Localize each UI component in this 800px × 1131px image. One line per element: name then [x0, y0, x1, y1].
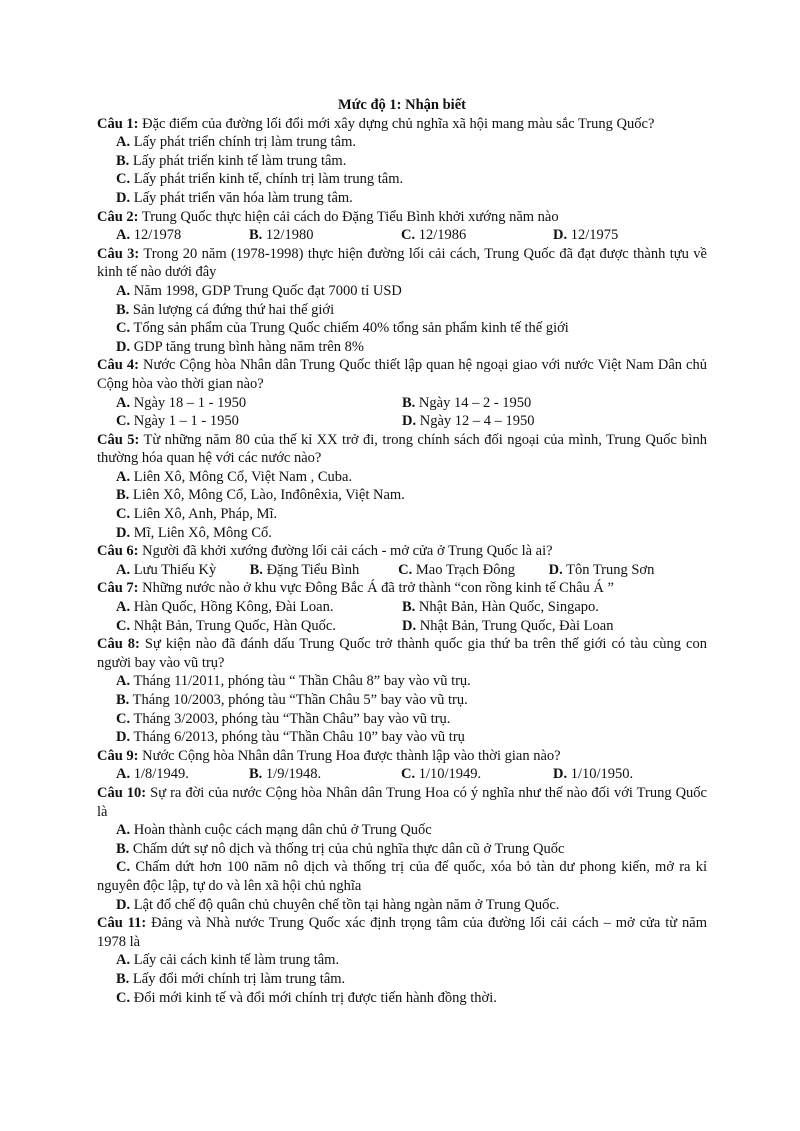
option: A. 1/8/1949.	[116, 766, 189, 783]
option: B. Lấy đổi mới chính trị làm trung tâm.	[116, 970, 346, 987]
options-row	[97, 226, 707, 245]
question-10: Câu 10: Sự ra đời của nước Cộng hòa Nhân dân Trung Hoa có ý nghĩa như thế nào đối với Trung Quốc là	[97, 784, 707, 820]
option: D. Lật đổ chế độ quân chủ chuyên chế tồn tại hàng ngàn năm ở Trung Quốc.	[116, 896, 560, 913]
option: B. Lấy phát triển kinh tế làm trung tâm.	[116, 152, 347, 169]
question-6: Câu 6: Người đã khởi xướng đường lối cải cách - mở cửa ở Trung Quốc là ai?	[97, 543, 553, 560]
option: D. Lấy phát triển văn hóa làm trung tâm.	[116, 189, 353, 206]
option: A. Hàn Quốc, Hồng Kông, Đài Loan.	[116, 599, 334, 616]
option: D. 12/1975	[553, 227, 619, 244]
option: C. Liên Xô, Anh, Pháp, Mĩ.	[116, 506, 278, 523]
option: A. Năm 1998, GDP Trung Quốc đạt 7000 tỉ USD	[116, 282, 402, 299]
option: B. Chấm dứt sự nô dịch và thống trị của chủ nghĩa thực dân cũ ở Trung Quốc	[116, 840, 565, 857]
question-9: Câu 9: Nước Cộng hòa Nhân dân Trung Hoa được thành lập vào thời gian nào?	[97, 747, 561, 764]
question-2: Câu 2: Trung Quốc thực hiện cải cách do Đặng Tiểu Bình khởi xướng năm nào	[97, 208, 559, 225]
option: B. Nhật Bản, Hàn Quốc, Singapo.	[402, 599, 599, 616]
document-page	[97, 96, 707, 1007]
option: D. Tháng 6/2013, phóng tàu “Thần Châu 10” bay vào vũ trụ	[116, 729, 465, 746]
option: C. 12/1986	[401, 227, 467, 244]
question-1: Câu 1: Đặc điểm của đường lối đổi mới xây dựng chủ nghĩa xã hội mang màu sắc Trung Quốc?	[97, 115, 655, 132]
option: C. Chấm dứt hơn 100 năm nô dịch và thống trị của đế quốc, xóa bỏ tàn dư phong kiến, mở ra kỉ nguyên độc lập, tự do và lên xã hội chủ nghĩa	[97, 859, 707, 894]
options-row	[97, 561, 707, 580]
option: B. Liên Xô, Mông Cổ, Lào, Inđônêxia, Việt Nam.	[116, 487, 405, 504]
option: D. 1/10/1950.	[553, 766, 634, 783]
question-3: Câu 3: Trong 20 năm (1978-1998) thực hiện đường lối cải cách, Trung Quốc đã đạt được thành tựu về kinh tế nào dưới đây	[97, 245, 707, 281]
option: D. Tôn Trung Sơn	[548, 561, 655, 578]
option: C. Mao Trạch Đông	[398, 561, 515, 578]
option: B. Đặng Tiểu Bình	[249, 561, 360, 578]
options-row	[97, 598, 707, 617]
section-title: Mức độ 1: Nhận biết	[338, 97, 466, 113]
option: D. GDP tăng trung bình hàng năm trên 8%	[116, 338, 364, 355]
option: C. Tổng sản phẩm của Trung Quốc chiếm 40% tổng sản phẩm kinh tế thế giới	[116, 320, 569, 337]
options-row	[97, 765, 707, 784]
option: D. Mĩ, Liên Xô, Mông Cổ.	[116, 524, 272, 541]
options-row	[97, 412, 707, 431]
option: B. Sản lượng cá đứng thứ hai thế giới	[116, 301, 335, 318]
question-5: Câu 5: Từ những năm 80 của thế kỉ XX trở đi, trong chính sách đối ngoại của mình, Trung Quốc bình thường hóa quan hệ với các nước nào?	[97, 431, 707, 467]
option: B. Tháng 10/2003, phóng tàu “Thần Châu 5” bay vào vũ trụ.	[116, 692, 468, 708]
question-11: Câu 11: Đảng và Nhà nước Trung Quốc xác định trọng tâm của đường lối cải cách – mở cửa từ năm 1978 là	[97, 915, 707, 950]
option: A. Ngày 18 – 1 - 1950	[116, 394, 247, 411]
question-7: Câu 7: Những nước nào ở khu vực Đông Bắc Á đã trở thành “con rồng kinh tế Châu Á ”	[97, 580, 614, 597]
option: D. Ngày 12 – 4 – 1950	[402, 413, 535, 430]
option: B. Ngày 14 – 2 - 1950	[402, 394, 532, 411]
options-row	[97, 617, 707, 636]
option: A. Hoàn thành cuộc cách mạng dân chủ ở Trung Quốc	[116, 822, 432, 839]
question-4: Câu 4: Nước Cộng hòa Nhân dân Trung Quốc thiết lập quan hệ ngoại giao với nước Việt Nam Dân chủ Cộng hòa vào thời gian nào?	[97, 357, 707, 392]
options-row	[97, 394, 707, 413]
option: B. 12/1980	[249, 227, 314, 244]
option: C. Nhật Bản, Trung Quốc, Hàn Quốc.	[116, 617, 336, 634]
option: A. Lấy phát triển chính trị làm trung tâm.	[116, 134, 357, 151]
option: C. Đổi mới kinh tế và đổi mới chính trị được tiến hành đồng thời.	[116, 989, 497, 1006]
option: A. Liên Xô, Mông Cổ, Việt Nam , Cuba.	[116, 468, 353, 485]
option: C. Lấy phát triển kinh tế, chính trị làm trung tâm.	[116, 171, 404, 188]
option: C. 1/10/1949.	[401, 766, 482, 783]
option: A. Tháng 11/2011, phóng tàu “ Thần Châu 8” bay vào vũ trụ.	[116, 673, 471, 690]
option: D. Nhật Bản, Trung Quốc, Đài Loan	[402, 617, 614, 634]
option: A. Lưu Thiếu Kỳ	[116, 561, 217, 578]
option: B. 1/9/1948.	[249, 766, 322, 783]
option: C. Tháng 3/2003, phóng tàu “Thần Châu” bay vào vũ trụ.	[116, 710, 451, 727]
option: A. Lấy cải cách kinh tế làm trung tâm.	[116, 952, 340, 969]
option: A. 12/1978	[116, 227, 182, 244]
option: C. Ngày 1 – 1 - 1950	[116, 413, 239, 430]
question-8: Câu 8: Sự kiện nào đã đánh dấu Trung Quốc trở thành quốc gia thứ ba trên thế giới có tàu cùng con người bay vào vũ trụ?	[97, 636, 707, 671]
